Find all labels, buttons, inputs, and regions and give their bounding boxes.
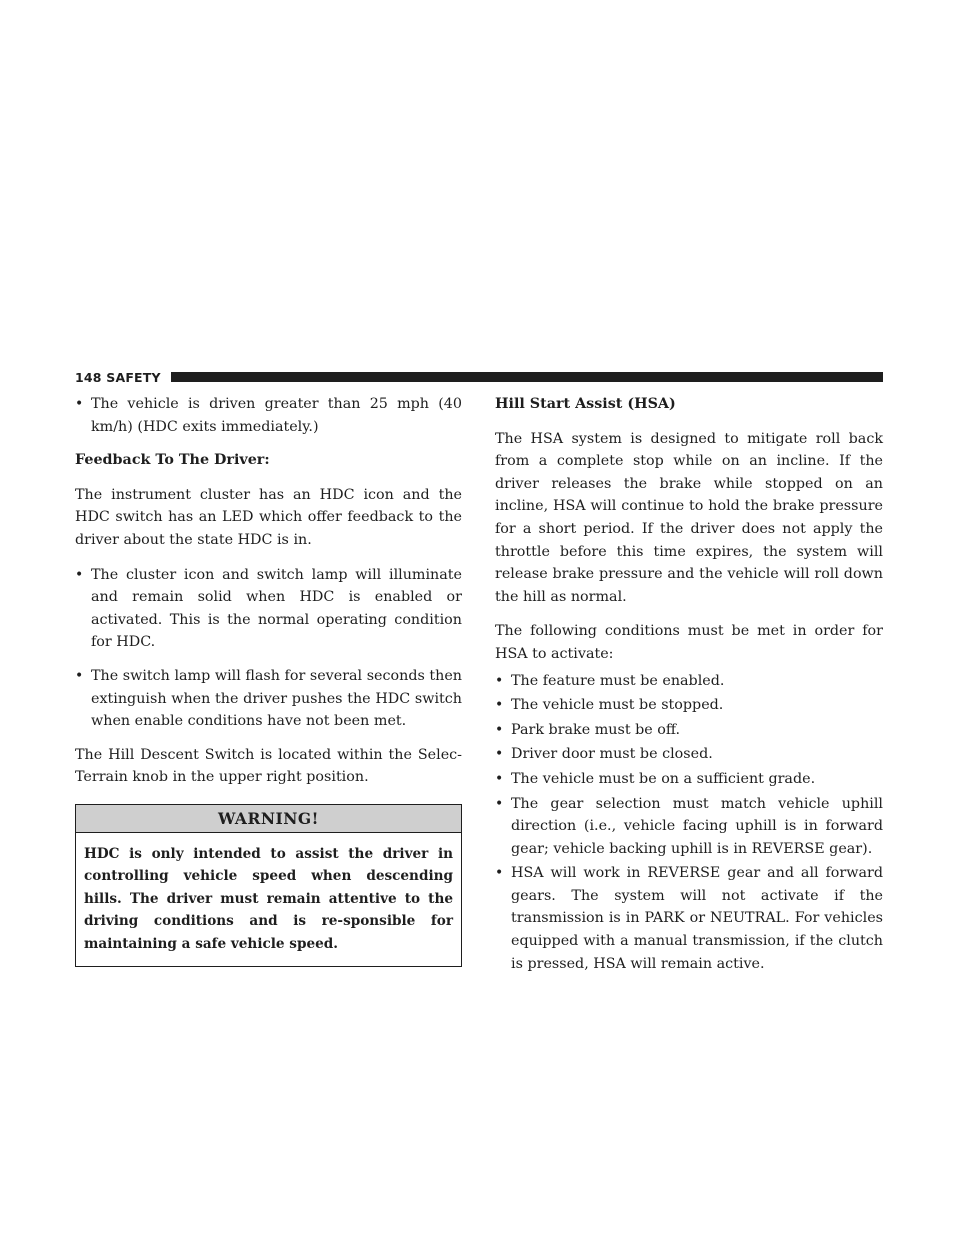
bullet-icon: • [495, 721, 504, 738]
bullet-icon: • [495, 672, 504, 689]
page-number-label: 148 SAFETY [75, 370, 161, 385]
list-item-text: The vehicle must be stopped. [511, 697, 724, 714]
page-header [75, 371, 883, 385]
list-item [75, 564, 462, 654]
hdc-exit-bullet-list [75, 393, 462, 438]
hsa-conditions-list [495, 670, 883, 976]
header-rule-bar [171, 372, 883, 382]
feedback-paragraph: The instrument cluster has an HDC icon and the HDC switch has an LED which offer feedback to the driver about the state HDC is in. [75, 486, 462, 548]
bullet-icon: • [495, 697, 504, 714]
list-item [495, 768, 883, 791]
list-item-text: HSA will work in REVERSE gear and all forward gears. The system will not activate if the transmission is in PARK or NEUTRAL. For vehicles equipped with a manual transmission, if the clutch is pressed, HSA will remain active. [511, 865, 883, 972]
hsa-conditions-paragraph: The following conditions must be met in order for HSA to activate: [495, 623, 883, 662]
left-column [75, 393, 462, 967]
bullet-icon: • [495, 770, 504, 787]
list-item [495, 743, 883, 766]
right-column [495, 393, 883, 977]
warning-box [75, 804, 462, 967]
feedback-heading: Feedback To The Driver: [75, 452, 270, 469]
list-item-text: Park brake must be off. [511, 721, 681, 738]
list-item-text: The switch lamp will flash for several seconds then extinguish when the driver pushes the HDC switch when enable conditions have not been met. [91, 667, 462, 730]
list-item [75, 393, 462, 438]
bullet-icon: • [75, 566, 84, 583]
bullet-icon: • [495, 746, 504, 763]
list-item-text: The gear selection must match vehicle uphill direction (i.e., vehicle facing uphill is in forward gear; vehicle backing uphill is in REVERSE gear). [511, 795, 883, 857]
list-item [495, 862, 883, 975]
list-item [75, 665, 462, 733]
list-item-text: The vehicle must be on a sufficient grade. [511, 770, 816, 787]
warning-title: WARNING! [76, 805, 461, 833]
list-item-text: Driver door must be closed. [511, 746, 713, 763]
bullet-icon: • [495, 865, 504, 882]
bullet-icon: • [495, 795, 504, 812]
list-item [495, 670, 883, 693]
list-item-text: The vehicle is driven greater than 25 mph (40 km/h) (HDC exits immediately.) [91, 396, 462, 435]
list-item [495, 793, 883, 861]
list-item [495, 694, 883, 717]
feedback-bullet-list [75, 564, 462, 733]
bullet-icon: • [75, 396, 84, 412]
hsa-heading: Hill Start Assist (HSA) [495, 396, 676, 412]
warning-body: HDC is only intended to assist the driver in controlling vehicle speed when descending hills. The driver must remain attentive to the driving conditions and is re-sponsible for maintaining a safe vehicle speed. [84, 845, 453, 952]
list-item-text: The feature must be enabled. [511, 672, 725, 689]
bullet-icon: • [75, 667, 84, 684]
hsa-intro-paragraph: The HSA system is designed to mitigate roll back from a complete stop while on an incline. If the driver releases the brake while stopped on an incline, HSA will continue to hold the brake pressure for a short period. If the driver does not apply the throttle before this time expires, the system will release brake pressure and the vehicle will roll down the hill as normal. [495, 430, 883, 605]
list-item [495, 719, 883, 742]
switch-location-paragraph: The Hill Descent Switch is located within the Selec-Terrain knob in the upper right position. [75, 746, 462, 786]
list-item-text: The cluster icon and switch lamp will illuminate and remain solid when HDC is enabled or activated. This is the normal operating condition for HDC. [91, 566, 462, 651]
